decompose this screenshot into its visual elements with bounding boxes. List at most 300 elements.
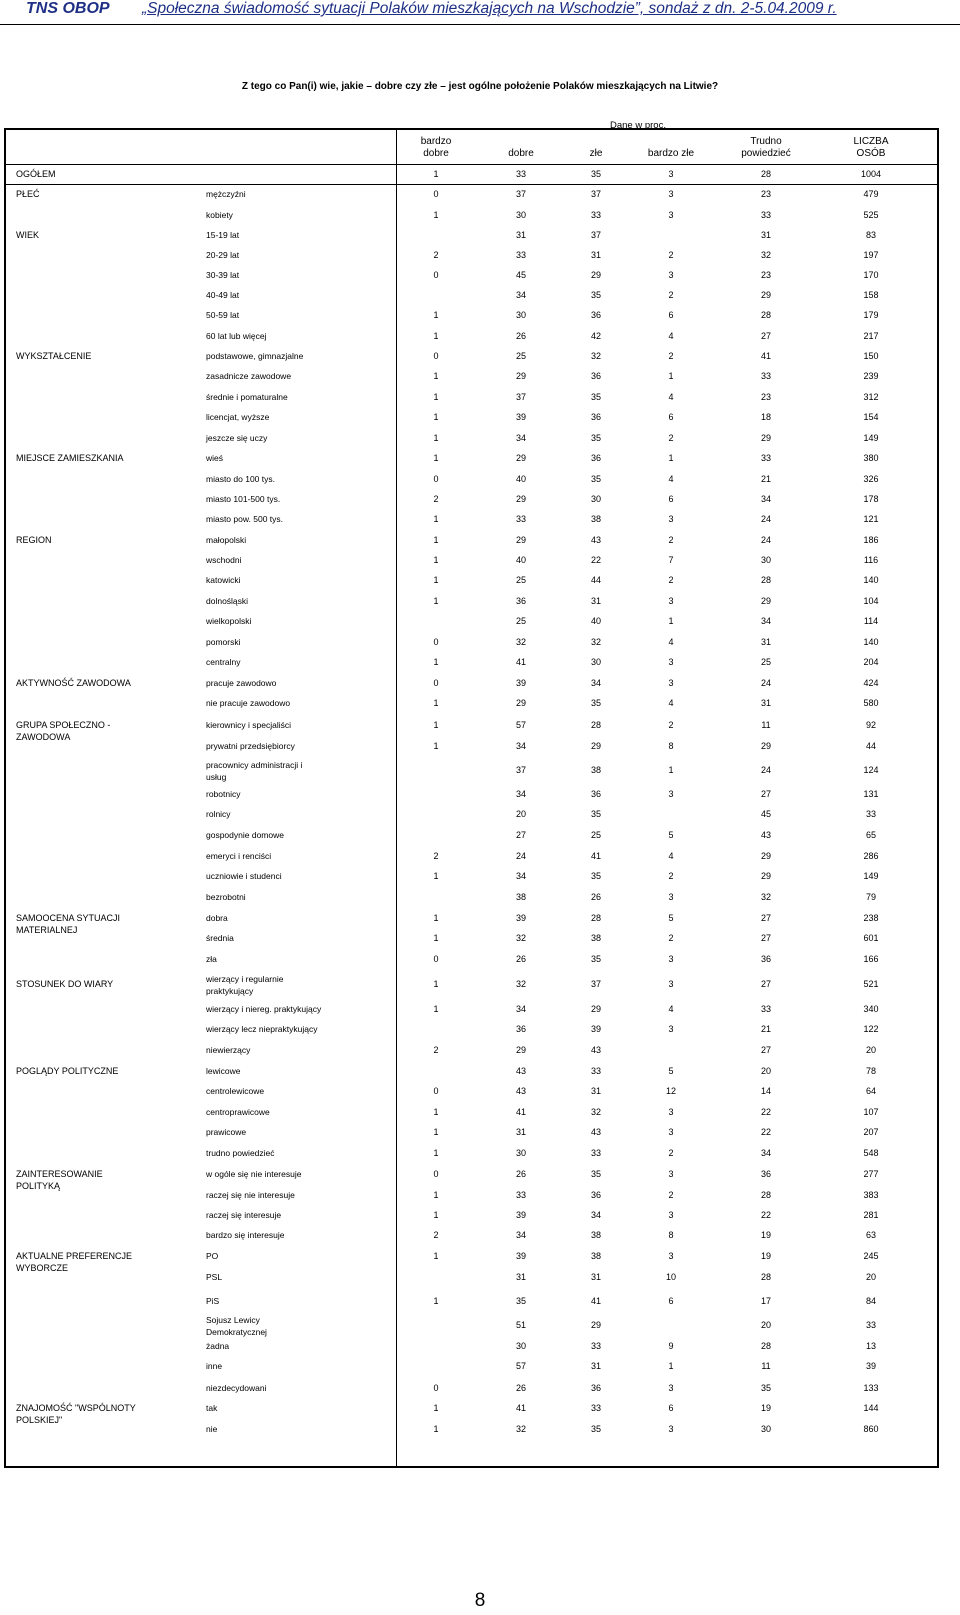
value-cell: 10 <box>665 1272 676 1282</box>
value-cell: 3 <box>668 270 674 280</box>
value-cell: 149 <box>863 433 879 443</box>
column-header-line1 <box>481 136 561 148</box>
header-rule <box>6 164 937 165</box>
value-cell: 6 <box>668 1296 674 1306</box>
value-cell: 1 <box>433 741 439 751</box>
value-cell: 245 <box>863 1251 879 1261</box>
value-cell: 44 <box>865 741 876 751</box>
value-cell: 38 <box>590 1251 601 1261</box>
value-cell: 1004 <box>860 169 882 179</box>
value-cell: 24 <box>760 678 771 688</box>
value-cell: 36 <box>590 789 601 799</box>
subgroup-label: prywatni przedsiębiorcy <box>206 741 295 751</box>
value-cell: 179 <box>863 310 879 320</box>
value-cell: 35 <box>590 954 601 964</box>
value-cell: 45 <box>760 809 771 819</box>
value-cell: 3 <box>668 678 674 688</box>
value-cell: 4 <box>668 392 674 402</box>
value-cell: 36 <box>590 412 601 422</box>
value-cell: 37 <box>515 392 526 402</box>
value-cell: 26 <box>515 1383 526 1393</box>
value-cell: 24 <box>760 514 771 524</box>
value-cell: 35 <box>760 1383 771 1393</box>
subgroup-label: katowicki <box>206 575 241 585</box>
value-cell: 5 <box>668 1066 674 1076</box>
subgroup-label: zła <box>206 954 217 964</box>
value-cell: 166 <box>863 954 879 964</box>
value-cell: 41 <box>590 851 601 861</box>
value-cell: 1 <box>668 616 674 626</box>
column-header-line2: dobre <box>508 148 534 159</box>
value-cell: 1 <box>668 371 674 381</box>
subgroup-label: pracuje zawodowo <box>206 678 277 688</box>
value-cell: 33 <box>590 1341 601 1351</box>
value-cell: 31 <box>590 596 601 606</box>
column-divider <box>396 130 397 1466</box>
value-cell: 6 <box>668 494 674 504</box>
value-cell: 23 <box>760 270 771 280</box>
value-cell: 31 <box>515 1127 526 1137</box>
subgroup-label: pracownicy administracji i usług <box>206 760 303 782</box>
subgroup-label: nie pracuje zawodowo <box>206 698 291 708</box>
value-cell: 26 <box>515 331 526 341</box>
value-cell: 217 <box>863 331 879 341</box>
value-cell: 63 <box>865 1230 876 1240</box>
value-cell: 39 <box>865 1361 876 1371</box>
group-label: PŁEĆ <box>16 189 40 199</box>
value-cell: 43 <box>590 1045 601 1055</box>
value-cell: 33 <box>760 1004 771 1014</box>
value-cell: 43 <box>515 1086 526 1096</box>
brand-name: TNS OBOP <box>26 0 110 17</box>
value-cell: 39 <box>515 1251 526 1261</box>
value-cell: 32 <box>760 892 771 902</box>
value-cell: 1 <box>433 596 439 606</box>
value-cell: 27 <box>760 331 771 341</box>
subgroup-label: wielkopolski <box>206 616 252 626</box>
group-label: ZAINTERESOWANIE POLITYKĄ <box>16 1169 103 1191</box>
value-cell: 1 <box>433 433 439 443</box>
value-cell: 29 <box>590 1320 601 1330</box>
value-cell: 35 <box>590 392 601 402</box>
value-cell: 33 <box>760 210 771 220</box>
value-cell: 41 <box>760 351 771 361</box>
value-cell: 2 <box>668 871 674 881</box>
value-cell: 31 <box>590 250 601 260</box>
subgroup-label: lewicowe <box>206 1066 241 1076</box>
value-cell: 0 <box>433 954 439 964</box>
value-cell: 35 <box>590 698 601 708</box>
value-cell: 35 <box>590 1169 601 1179</box>
value-cell: 29 <box>760 596 771 606</box>
value-cell: 35 <box>590 433 601 443</box>
value-cell: 30 <box>590 494 601 504</box>
value-cell: 36 <box>590 1383 601 1393</box>
value-cell: 1 <box>433 310 439 320</box>
value-cell: 12 <box>665 1086 676 1096</box>
group-label: WIEK <box>16 230 40 240</box>
subgroup-label: średnie i pomaturalne <box>206 392 288 402</box>
value-cell: 239 <box>863 371 879 381</box>
value-cell: 0 <box>433 1383 439 1393</box>
value-cell: 26 <box>515 954 526 964</box>
value-cell: 1 <box>433 979 439 989</box>
value-cell: 1 <box>668 765 674 775</box>
value-cell: 28 <box>760 1272 771 1282</box>
value-cell: 178 <box>863 494 879 504</box>
value-cell: 43 <box>515 1066 526 1076</box>
subgroup-label: PiS <box>206 1296 220 1306</box>
value-cell: 1 <box>433 1210 439 1220</box>
value-cell: 51 <box>515 1320 526 1330</box>
value-cell: 3 <box>668 1251 674 1261</box>
value-cell: 19 <box>760 1251 771 1261</box>
value-cell: 3 <box>668 210 674 220</box>
value-cell: 24 <box>760 535 771 545</box>
value-cell: 37 <box>590 979 601 989</box>
value-cell: 1 <box>433 720 439 730</box>
survey-title: „Społeczna świadomość sytuacji Polaków mieszkających na Wschodzie”, sondaż z dn. 2-5.04.2009 r. <box>142 0 837 17</box>
value-cell: 2 <box>668 250 674 260</box>
value-cell: 33 <box>590 1148 601 1158</box>
value-cell: 29 <box>760 741 771 751</box>
value-cell: 83 <box>865 230 876 240</box>
value-cell: 4 <box>668 474 674 484</box>
value-cell: 17 <box>760 1296 771 1306</box>
subgroup-label: małopolski <box>206 535 247 545</box>
value-cell: 22 <box>760 1210 771 1220</box>
value-cell: 29 <box>515 1045 526 1055</box>
value-cell: 1 <box>433 913 439 923</box>
value-cell: 57 <box>515 1361 526 1371</box>
column-header-line1: bardzo <box>420 136 452 147</box>
value-cell: 1 <box>433 453 439 463</box>
value-cell: 31 <box>515 230 526 240</box>
value-cell: 30 <box>760 555 771 565</box>
value-cell: 107 <box>863 1107 879 1117</box>
value-cell: 45 <box>515 270 526 280</box>
value-cell: 29 <box>515 371 526 381</box>
column-header-line2: bardzo złe <box>647 148 695 159</box>
value-cell: 32 <box>590 637 601 647</box>
value-cell: 3 <box>668 189 674 199</box>
value-cell: 42 <box>590 331 601 341</box>
subgroup-label: kierownicy i specjaliści <box>206 720 292 730</box>
value-cell: 170 <box>863 270 879 280</box>
value-cell: 20 <box>865 1045 876 1055</box>
value-cell: 25 <box>515 351 526 361</box>
value-cell: 23 <box>760 189 771 199</box>
value-cell: 18 <box>760 412 771 422</box>
value-cell: 1 <box>433 1127 439 1137</box>
value-cell: 92 <box>865 720 876 730</box>
value-cell: 133 <box>863 1383 879 1393</box>
group-label: ZNAJOMOŚĆ "WSPÓLNOTY POLSKIEJ" <box>16 1403 136 1425</box>
value-cell: 28 <box>760 575 771 585</box>
value-cell: 1 <box>433 392 439 402</box>
value-cell: 860 <box>863 1424 879 1434</box>
value-cell: 33 <box>590 1403 601 1413</box>
value-cell: 4 <box>668 1004 674 1014</box>
subgroup-label: niezdecydowani <box>206 1383 267 1393</box>
value-cell: 28 <box>760 1341 771 1351</box>
column-header <box>396 136 476 160</box>
value-cell: 26 <box>515 1169 526 1179</box>
value-cell: 424 <box>863 678 879 688</box>
value-cell: 43 <box>760 830 771 840</box>
value-cell: 41 <box>590 1296 601 1306</box>
value-cell: 36 <box>590 1190 601 1200</box>
subgroup-label: kobiety <box>206 210 233 220</box>
value-cell: 3 <box>668 979 674 989</box>
value-cell: 22 <box>590 555 601 565</box>
value-cell: 33 <box>760 453 771 463</box>
value-cell: 28 <box>760 310 771 320</box>
column-header <box>631 136 711 160</box>
value-cell: 36 <box>515 1024 526 1034</box>
value-cell: 1 <box>433 1403 439 1413</box>
value-cell: 44 <box>590 575 601 585</box>
value-cell: 3 <box>668 892 674 902</box>
column-header <box>481 136 561 160</box>
value-cell: 29 <box>760 290 771 300</box>
value-cell: 35 <box>590 871 601 881</box>
value-cell: 3 <box>668 1169 674 1179</box>
value-cell: 383 <box>863 1190 879 1200</box>
subgroup-label: mężczyźni <box>206 189 246 199</box>
value-cell: 39 <box>515 1210 526 1220</box>
value-cell: 28 <box>760 1190 771 1200</box>
value-cell: 33 <box>515 1190 526 1200</box>
value-cell: 0 <box>433 1086 439 1096</box>
value-cell: 24 <box>515 851 526 861</box>
value-cell: 104 <box>863 596 879 606</box>
value-cell: 140 <box>863 575 879 585</box>
value-cell: 33 <box>865 809 876 819</box>
value-cell: 4 <box>668 698 674 708</box>
value-cell: 1 <box>433 933 439 943</box>
value-cell: 34 <box>515 741 526 751</box>
value-cell: 3 <box>668 1383 674 1393</box>
value-cell: 140 <box>863 637 879 647</box>
value-cell: 36 <box>590 371 601 381</box>
value-cell: 33 <box>590 1066 601 1076</box>
value-cell: 5 <box>668 830 674 840</box>
subgroup-label: licencjat, wyższe <box>206 412 270 422</box>
value-cell: 28 <box>590 913 601 923</box>
value-cell: 22 <box>760 1107 771 1117</box>
value-cell: 31 <box>590 1086 601 1096</box>
subgroup-label: niewierzący <box>206 1045 251 1055</box>
value-cell: 479 <box>863 189 879 199</box>
column-header <box>726 136 806 160</box>
value-cell: 39 <box>515 913 526 923</box>
value-cell: 0 <box>433 189 439 199</box>
value-cell: 9 <box>668 1341 674 1351</box>
group-label: SAMOOCENA SYTUACJI MATERIALNEJ <box>16 913 121 935</box>
value-cell: 1 <box>433 1251 439 1261</box>
value-cell: 78 <box>865 1066 876 1076</box>
subgroup-label: PO <box>206 1251 219 1261</box>
subgroup-label: dolnośląski <box>206 596 249 606</box>
subgroup-label: podstawowe, gimnazjalne <box>206 351 304 361</box>
value-cell: 3 <box>668 1107 674 1117</box>
subgroup-label: nie <box>206 1424 218 1434</box>
value-cell: 2 <box>668 351 674 361</box>
subgroup-label: wierzący lecz niepraktykujący <box>206 1024 318 1034</box>
value-cell: 30 <box>515 210 526 220</box>
value-cell: 35 <box>590 1424 601 1434</box>
value-cell: 0 <box>433 637 439 647</box>
value-cell: 150 <box>863 351 879 361</box>
value-cell: 34 <box>760 616 771 626</box>
value-cell: 27 <box>760 979 771 989</box>
value-cell: 25 <box>760 657 771 667</box>
value-cell: 2 <box>668 720 674 730</box>
subgroup-label: PSL <box>206 1272 223 1282</box>
value-cell: 20 <box>865 1272 876 1282</box>
value-cell: 1 <box>433 698 439 708</box>
value-cell: 1 <box>433 555 439 565</box>
value-cell: 4 <box>668 637 674 647</box>
value-cell: 1 <box>433 535 439 545</box>
value-cell: 124 <box>863 765 879 775</box>
group-label: WYKSZTAŁCENIE <box>16 351 92 361</box>
value-cell: 35 <box>590 290 601 300</box>
value-cell: 2 <box>668 535 674 545</box>
value-cell: 0 <box>433 351 439 361</box>
value-cell: 32 <box>515 933 526 943</box>
value-cell: 1 <box>668 1361 674 1371</box>
value-cell: 28 <box>590 720 601 730</box>
value-cell: 41 <box>515 1107 526 1117</box>
value-cell: 1 <box>433 331 439 341</box>
value-cell: 2 <box>668 1148 674 1158</box>
value-cell: 3 <box>668 789 674 799</box>
value-cell: 121 <box>863 514 879 524</box>
value-cell: 2 <box>668 433 674 443</box>
group-label: REGION <box>16 535 52 545</box>
column-header-line1: Trudno <box>750 136 782 147</box>
value-cell: 19 <box>760 1230 771 1240</box>
value-cell: 40 <box>515 474 526 484</box>
group-label: AKTYWNOŚĆ ZAWODOWA <box>16 678 131 688</box>
value-cell: 21 <box>760 1024 771 1034</box>
subgroup-label: dobra <box>206 913 228 923</box>
value-cell: 27 <box>760 1045 771 1055</box>
value-cell: 4 <box>668 851 674 861</box>
value-cell: 22 <box>760 1127 771 1137</box>
results-table <box>4 128 939 1468</box>
value-cell: 4 <box>668 331 674 341</box>
value-cell: 33 <box>515 250 526 260</box>
subgroup-label: trudno powiedzieć <box>206 1148 275 1158</box>
group-label: POGLĄDY POLITYCZNE <box>16 1066 119 1076</box>
column-header-line2: OSÓB <box>856 148 886 159</box>
value-cell: 158 <box>863 290 879 300</box>
subgroup-label: 40-49 lat <box>206 290 240 300</box>
value-cell: 34 <box>515 290 526 300</box>
group-label: OGÓŁEM <box>16 169 56 179</box>
value-cell: 144 <box>863 1403 879 1413</box>
value-cell: 7 <box>668 555 674 565</box>
value-cell: 281 <box>863 1210 879 1220</box>
value-cell: 238 <box>863 913 879 923</box>
value-cell: 116 <box>863 555 879 565</box>
value-cell: 33 <box>865 1320 876 1330</box>
value-cell: 286 <box>863 851 879 861</box>
subgroup-label: w ogóle się nie interesuje <box>206 1169 302 1179</box>
value-cell: 35 <box>590 169 601 179</box>
value-cell: 3 <box>668 596 674 606</box>
value-cell: 277 <box>863 1169 879 1179</box>
value-cell: 20 <box>760 1066 771 1076</box>
subgroup-label: tak <box>206 1403 218 1413</box>
subgroup-label: wierzący i regularnie praktykujący <box>206 974 284 996</box>
value-cell: 525 <box>863 210 879 220</box>
value-cell: 6 <box>668 412 674 422</box>
value-cell: 31 <box>590 1361 601 1371</box>
value-cell: 34 <box>515 1004 526 1014</box>
value-cell: 29 <box>515 535 526 545</box>
subgroup-label: raczej się nie interesuje <box>206 1190 295 1200</box>
value-cell: 0 <box>433 678 439 688</box>
value-cell: 64 <box>865 1086 876 1096</box>
value-cell: 5 <box>668 913 674 923</box>
value-cell: 186 <box>863 535 879 545</box>
value-cell: 2 <box>668 1190 674 1200</box>
value-cell: 32 <box>515 979 526 989</box>
value-cell: 30 <box>515 310 526 320</box>
value-cell: 6 <box>668 310 674 320</box>
value-cell: 3 <box>668 169 674 179</box>
value-cell: 34 <box>590 1210 601 1220</box>
subgroup-label: wierzący i niereg. praktykujący <box>206 1004 322 1014</box>
value-cell: 30 <box>760 1424 771 1434</box>
value-cell: 27 <box>760 933 771 943</box>
subgroup-label: zasadnicze zawodowe <box>206 371 292 381</box>
value-cell: 35 <box>590 809 601 819</box>
value-cell: 39 <box>590 1024 601 1034</box>
column-header-line1 <box>556 136 636 148</box>
subgroup-label: żadna <box>206 1341 230 1351</box>
value-cell: 32 <box>515 637 526 647</box>
value-cell: 601 <box>863 933 879 943</box>
value-cell: 380 <box>863 453 879 463</box>
value-cell: 3 <box>668 1024 674 1034</box>
value-cell: 326 <box>863 474 879 484</box>
value-cell: 20 <box>515 809 526 819</box>
column-header-line1: LICZBA <box>853 136 889 147</box>
value-cell: 580 <box>863 698 879 708</box>
value-cell: 2 <box>668 933 674 943</box>
value-cell: 13 <box>865 1341 876 1351</box>
value-cell: 37 <box>515 189 526 199</box>
value-cell: 1 <box>433 575 439 585</box>
value-cell: 32 <box>760 250 771 260</box>
subgroup-label: emeryci i renciści <box>206 851 272 861</box>
value-cell: 2 <box>433 1230 439 1240</box>
value-cell: 34 <box>590 678 601 688</box>
subgroup-label: uczniowie i studenci <box>206 871 282 881</box>
value-cell: 35 <box>590 474 601 484</box>
value-cell: 29 <box>760 871 771 881</box>
subgroup-label: rolnicy <box>206 809 231 819</box>
value-cell: 38 <box>590 1230 601 1240</box>
value-cell: 2 <box>668 575 674 585</box>
subgroup-label: robotnicy <box>206 789 241 799</box>
value-cell: 57 <box>515 720 526 730</box>
